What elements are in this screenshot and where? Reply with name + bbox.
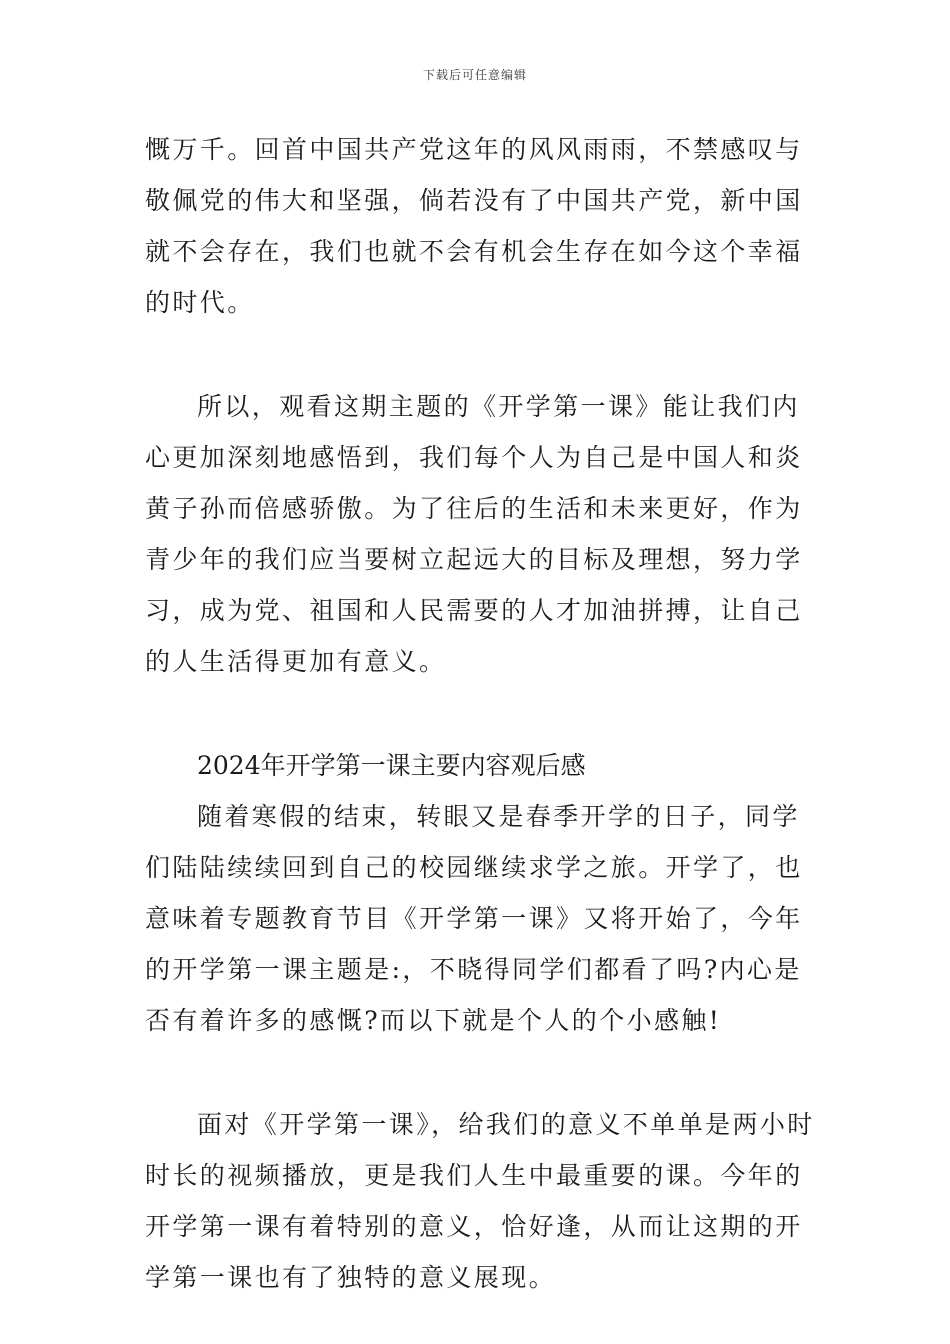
paragraph-gap [145,328,815,381]
paragraph-continuation: 慨万千。回首中国共产党这年的风风雨雨，不禁感叹与敬佩党的伟大和坚强，倘若没有了中国共产党，新中国就不会存在，我们也就不会有机会生存在如今这个幸福的时代。 [145,135,803,317]
paragraph: 随着寒假的结束，转眼又是春季开学的日子，同学们陆陆续续回到自己的校园继续求学之旅。开学了，也意味着专题教育节目《开学第一课》又将开始了，今年的开学第一课主题是:，不晓得同学们都看了吗?内心是否有着许多的感慨?而以下就是个人的个小感触! [145,802,803,1035]
page-header: 下载后可任意编辑 [422,68,527,82]
document-body [145,124,815,1303]
paragraph-gap [145,687,815,740]
paragraph: 所以，观看这期主题的《开学第一课》能让我们内心更加深刻地感悟到，我们每个人为自己是中国人和炎黄子孙而倍感骄傲。为了往后的生活和未来更好，作为青少年的我们应当要树立起远大的目标及理想，努力学习，成为党、祖国和人民需要的人才加油拼搏，让自己的人生活得更加有意义。 [145,392,803,676]
paragraph-gap [145,1046,815,1099]
paragraph: 面对《开学第一课》，给我们的意义不单单是两小时时长的视频播放，更是我们人生中最重要的课。今年的开学第一课有着特别的意义，恰好逢，从而让这期的开学第一课也有了独特的意义展现。 [145,1110,815,1292]
section-title: 2024年开学第一课主要内容观后感 [197,751,586,780]
